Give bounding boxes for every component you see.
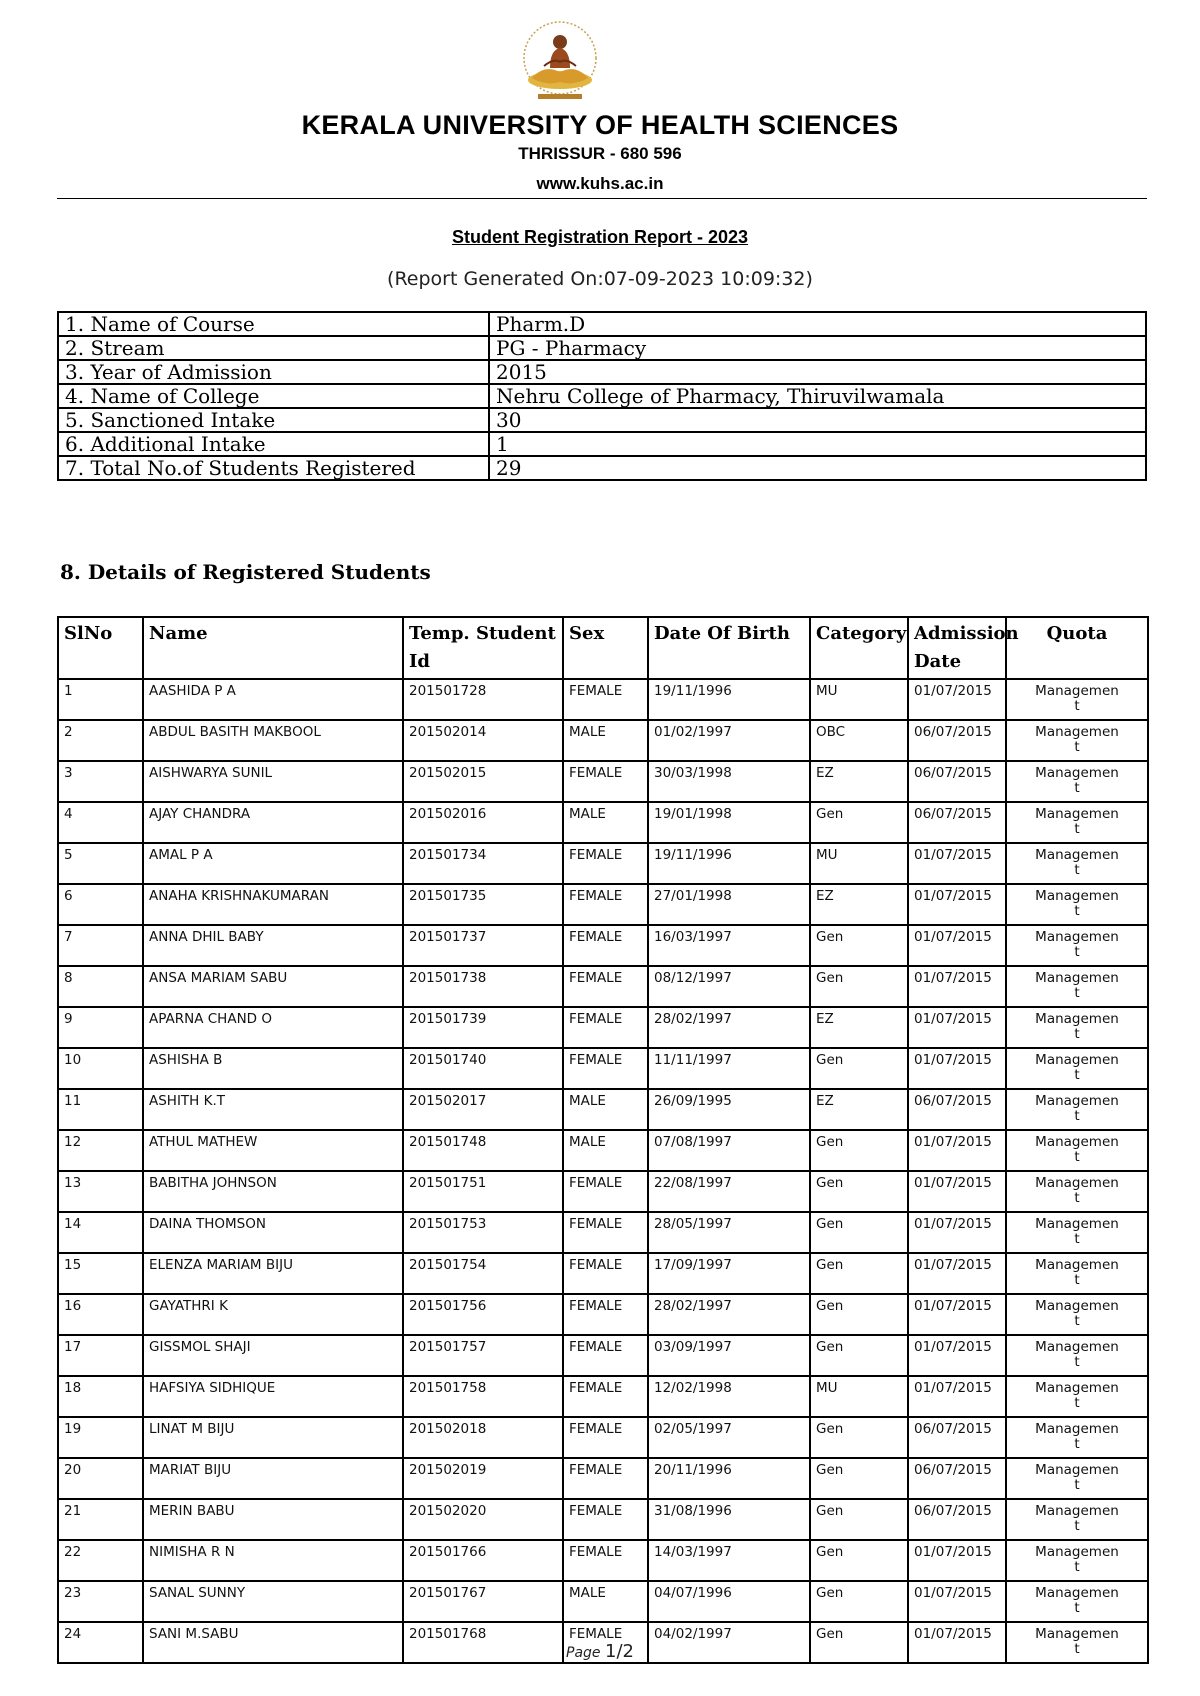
- col-admission-date-cell: 06/07/2015: [908, 720, 1006, 761]
- quota-text: Management: [1035, 1216, 1119, 1247]
- col-student-id-cell: 201501748: [403, 1130, 563, 1171]
- table-row: [58, 1540, 1148, 1581]
- col-category-cell: EZ: [810, 1089, 908, 1130]
- col-sex-cell: FEMALE: [563, 1253, 648, 1294]
- section-title: 8. Details of Registered Students: [60, 560, 431, 584]
- summary-label: 6. Additional Intake: [58, 432, 489, 456]
- col-name-cell: ASHITH K.T: [143, 1089, 403, 1130]
- quota-text: Management: [1035, 1257, 1119, 1288]
- table-row: [58, 966, 1148, 1007]
- summary-value: 30: [489, 408, 1146, 432]
- university-name: KERALA UNIVERSITY OF HEALTH SCIENCES: [301, 110, 899, 140]
- quota-text: Management: [1035, 888, 1119, 919]
- quota-text: Management: [1035, 765, 1119, 796]
- col-dob-cell: 28/05/1997: [648, 1212, 810, 1253]
- col-student-id-cell: 201502016: [403, 802, 563, 843]
- col-sex-cell: FEMALE: [563, 1622, 648, 1663]
- col-name-cell: GISSMOL SHAJI: [143, 1335, 403, 1376]
- table-row: [58, 1581, 1148, 1622]
- col-dob-cell: 30/03/1998: [648, 761, 810, 802]
- col-sex-cell: FEMALE: [563, 925, 648, 966]
- col-dob-cell: 19/11/1996: [648, 679, 810, 720]
- page-number: 1/2: [605, 1641, 634, 1662]
- table-row: [58, 1417, 1148, 1458]
- col-student-id-cell: 201502020: [403, 1499, 563, 1540]
- col-category-cell: EZ: [810, 761, 908, 802]
- col-student-id-cell: 201502019: [403, 1458, 563, 1499]
- col-slno-cell: 13: [58, 1171, 143, 1212]
- col-slno-cell: 20: [58, 1458, 143, 1499]
- university-logo: [514, 20, 606, 106]
- col-slno-cell: 8: [58, 966, 143, 1007]
- university-website: www.kuhs.ac.in: [536, 174, 664, 193]
- summary-row: [58, 360, 1146, 384]
- col-dob-cell: 17/09/1997: [648, 1253, 810, 1294]
- col-dob-cell: 27/01/1998: [648, 884, 810, 925]
- col-name-cell: ANAHA KRISHNAKUMARAN: [143, 884, 403, 925]
- summary-row: [58, 312, 1146, 336]
- col-student-id-cell: 201501757: [403, 1335, 563, 1376]
- col-student-id-cell: 201501768: [403, 1622, 563, 1663]
- col-sex-cell: FEMALE: [563, 843, 648, 884]
- col-quota-cell: [1006, 761, 1148, 802]
- col-admission-date-cell: 01/07/2015: [908, 925, 1006, 966]
- col-slno-cell: 10: [58, 1048, 143, 1089]
- col-slno-cell: 11: [58, 1089, 143, 1130]
- col-dob-cell: 16/03/1997: [648, 925, 810, 966]
- col-name-cell: AISHWARYA SUNIL: [143, 761, 403, 802]
- col-category-header: Category: [810, 617, 908, 679]
- quota-text: Management: [1035, 970, 1119, 1001]
- col-sex-cell: MALE: [563, 720, 648, 761]
- col-quota-cell: [1006, 1540, 1148, 1581]
- col-name-cell: AASHIDA P A: [143, 679, 403, 720]
- col-student-id-cell: 201501766: [403, 1540, 563, 1581]
- col-sex-cell: FEMALE: [563, 1294, 648, 1335]
- col-student-id-cell: 201501737: [403, 925, 563, 966]
- col-student-id-cell: 201501740: [403, 1048, 563, 1089]
- col-sex-cell: FEMALE: [563, 884, 648, 925]
- col-category-cell: EZ: [810, 1007, 908, 1048]
- summary-label: 5. Sanctioned Intake: [58, 408, 489, 432]
- col-quota-cell: [1006, 1458, 1148, 1499]
- col-sex-cell: FEMALE: [563, 1499, 648, 1540]
- quota-text: Management: [1035, 1298, 1119, 1329]
- table-header-row: [58, 617, 1148, 679]
- col-quota-cell: [1006, 1212, 1148, 1253]
- table-row: [58, 1253, 1148, 1294]
- col-name-cell: AMAL P A: [143, 843, 403, 884]
- col-dob-header: Date Of Birth: [648, 617, 810, 679]
- col-name-cell: ASHISHA B: [143, 1048, 403, 1089]
- col-name-cell: MERIN BABU: [143, 1499, 403, 1540]
- quota-text: Management: [1035, 1585, 1119, 1616]
- col-student-id-cell: 201501767: [403, 1581, 563, 1622]
- col-slno-cell: 1: [58, 679, 143, 720]
- col-quota-cell: [1006, 1499, 1148, 1540]
- col-student-id-header: Temp. Student Id: [403, 617, 563, 679]
- col-dob-cell: 01/02/1997: [648, 720, 810, 761]
- table-row: [58, 1171, 1148, 1212]
- col-quota-cell: [1006, 1253, 1148, 1294]
- table-row: [58, 1335, 1148, 1376]
- col-student-id-cell: 201502015: [403, 761, 563, 802]
- summary-value: Pharm.D: [489, 312, 1146, 336]
- quota-text: Management: [1035, 1503, 1119, 1534]
- table-row: [58, 1048, 1148, 1089]
- col-admission-date-cell: 01/07/2015: [908, 1376, 1006, 1417]
- summary-label: 1. Name of Course: [58, 312, 489, 336]
- col-admission-date-cell: 01/07/2015: [908, 1622, 1006, 1663]
- quota-text: Management: [1035, 806, 1119, 837]
- quota-text: Management: [1035, 1339, 1119, 1370]
- table-row: [58, 1212, 1148, 1253]
- col-quota-cell: [1006, 966, 1148, 1007]
- col-quota-cell: [1006, 1089, 1148, 1130]
- col-sex-cell: FEMALE: [563, 1540, 648, 1581]
- col-slno-cell: 6: [58, 884, 143, 925]
- col-sex-cell: MALE: [563, 1130, 648, 1171]
- table-row: [58, 925, 1148, 966]
- col-sex-cell: FEMALE: [563, 1007, 648, 1048]
- table-row: [58, 1089, 1148, 1130]
- col-admission-date-cell: 06/07/2015: [908, 1499, 1006, 1540]
- col-quota-cell: [1006, 843, 1148, 884]
- col-name-cell: NIMISHA R N: [143, 1540, 403, 1581]
- col-name-cell: APARNA CHAND O: [143, 1007, 403, 1048]
- col-quota-cell: [1006, 802, 1148, 843]
- quota-text: Management: [1035, 1093, 1119, 1124]
- summary-value: 2015: [489, 360, 1146, 384]
- table-row: [58, 1376, 1148, 1417]
- summary-row: [58, 384, 1146, 408]
- col-sex-cell: FEMALE: [563, 1212, 648, 1253]
- col-category-cell: Gen: [810, 1294, 908, 1335]
- col-slno-cell: 15: [58, 1253, 143, 1294]
- col-quota-cell: [1006, 1294, 1148, 1335]
- col-student-id-cell: 201501756: [403, 1294, 563, 1335]
- col-name-cell: BABITHA JOHNSON: [143, 1171, 403, 1212]
- course-summary-table: [57, 311, 1147, 481]
- col-dob-cell: 03/09/1997: [648, 1335, 810, 1376]
- summary-value: PG - Pharmacy: [489, 336, 1146, 360]
- col-admission-date-cell: 01/07/2015: [908, 1212, 1006, 1253]
- col-name-cell: ELENZA MARIAM BIJU: [143, 1253, 403, 1294]
- col-admission-date-cell: 06/07/2015: [908, 802, 1006, 843]
- col-quota-cell: [1006, 720, 1148, 761]
- col-category-cell: Gen: [810, 1048, 908, 1089]
- col-sex-cell: FEMALE: [563, 1417, 648, 1458]
- table-row: [58, 843, 1148, 884]
- col-admission-date-cell: 01/07/2015: [908, 843, 1006, 884]
- quota-text: Management: [1035, 1462, 1119, 1493]
- col-sex-header: Sex: [563, 617, 648, 679]
- col-quota-cell: [1006, 1007, 1148, 1048]
- col-slno-cell: 23: [58, 1581, 143, 1622]
- quota-text: Management: [1035, 847, 1119, 878]
- col-name-cell: HAFSIYA SIDHIQUE: [143, 1376, 403, 1417]
- col-student-id-cell: 201501728: [403, 679, 563, 720]
- col-dob-cell: 11/11/1997: [648, 1048, 810, 1089]
- col-category-cell: Gen: [810, 1253, 908, 1294]
- report-generated: (Report Generated On:07-09-2023 10:09:32): [387, 268, 813, 290]
- col-category-cell: MU: [810, 1376, 908, 1417]
- col-admission-date-cell: 01/07/2015: [908, 1048, 1006, 1089]
- table-row: [58, 679, 1148, 720]
- summary-value: 1: [489, 432, 1146, 456]
- col-student-id-cell: 201502018: [403, 1417, 563, 1458]
- col-category-cell: Gen: [810, 1622, 908, 1663]
- col-name-cell: LINAT M BIJU: [143, 1417, 403, 1458]
- summary-row: [58, 432, 1146, 456]
- col-dob-cell: 12/02/1998: [648, 1376, 810, 1417]
- col-dob-cell: 07/08/1997: [648, 1130, 810, 1171]
- table-row: [58, 1007, 1148, 1048]
- col-admission-date-cell: 01/07/2015: [908, 1007, 1006, 1048]
- col-sex-cell: FEMALE: [563, 1171, 648, 1212]
- col-name-cell: MARIAT BIJU: [143, 1458, 403, 1499]
- col-quota-cell: [1006, 925, 1148, 966]
- summary-row: [58, 456, 1146, 480]
- col-admission-date-cell: 01/07/2015: [908, 1130, 1006, 1171]
- col-slno-cell: 3: [58, 761, 143, 802]
- col-student-id-cell: 201501751: [403, 1171, 563, 1212]
- col-category-cell: Gen: [810, 1499, 908, 1540]
- col-dob-cell: 22/08/1997: [648, 1171, 810, 1212]
- col-category-cell: MU: [810, 843, 908, 884]
- col-slno-cell: 22: [58, 1540, 143, 1581]
- col-sex-cell: FEMALE: [563, 1458, 648, 1499]
- table-row: [58, 720, 1148, 761]
- col-category-cell: Gen: [810, 966, 908, 1007]
- col-quota-cell: [1006, 1376, 1148, 1417]
- col-category-cell: OBC: [810, 720, 908, 761]
- students-table: [57, 616, 1149, 1664]
- col-admission-date-cell: 01/07/2015: [908, 1171, 1006, 1212]
- col-dob-cell: 04/07/1996: [648, 1581, 810, 1622]
- col-admission-date-cell: 01/07/2015: [908, 966, 1006, 1007]
- table-row: [58, 1499, 1148, 1540]
- col-slno-cell: 14: [58, 1212, 143, 1253]
- header-divider: [57, 198, 1147, 199]
- quota-text: Management: [1035, 1052, 1119, 1083]
- col-admission-date-header: Admission Date: [908, 617, 1006, 679]
- col-sex-cell: FEMALE: [563, 679, 648, 720]
- col-name-cell: DAINA THOMSON: [143, 1212, 403, 1253]
- col-slno-cell: 4: [58, 802, 143, 843]
- col-sex-cell: MALE: [563, 1581, 648, 1622]
- col-category-cell: Gen: [810, 1581, 908, 1622]
- col-admission-date-cell: 01/07/2015: [908, 884, 1006, 925]
- quota-text: Management: [1035, 929, 1119, 960]
- col-sex-cell: FEMALE: [563, 761, 648, 802]
- col-quota-cell: [1006, 1417, 1148, 1458]
- page-footer: [0, 1641, 1200, 1662]
- col-slno-cell: 24: [58, 1622, 143, 1663]
- col-slno-cell: 7: [58, 925, 143, 966]
- col-student-id-cell: 201502014: [403, 720, 563, 761]
- col-category-cell: Gen: [810, 1212, 908, 1253]
- col-quota-cell: [1006, 679, 1148, 720]
- col-slno-cell: 19: [58, 1417, 143, 1458]
- col-name-cell: SANAL SUNNY: [143, 1581, 403, 1622]
- table-row: [58, 761, 1148, 802]
- quota-text: Management: [1035, 724, 1119, 755]
- col-dob-cell: 20/11/1996: [648, 1458, 810, 1499]
- col-admission-date-cell: 01/07/2015: [908, 679, 1006, 720]
- col-name-cell: ATHUL MATHEW: [143, 1130, 403, 1171]
- summary-value: 29: [489, 456, 1146, 480]
- col-quota-cell: [1006, 1048, 1148, 1089]
- table-row: [58, 884, 1148, 925]
- col-category-cell: MU: [810, 679, 908, 720]
- col-quota-cell: [1006, 1335, 1148, 1376]
- summary-label: 3. Year of Admission: [58, 360, 489, 384]
- col-slno-cell: 21: [58, 1499, 143, 1540]
- col-name-cell: GAYATHRI K: [143, 1294, 403, 1335]
- col-name-cell: ANNA DHIL BABY: [143, 925, 403, 966]
- col-dob-cell: 28/02/1997: [648, 1007, 810, 1048]
- col-category-cell: Gen: [810, 802, 908, 843]
- quota-text: Management: [1035, 1175, 1119, 1206]
- col-student-id-cell: 201501753: [403, 1212, 563, 1253]
- page-label: Page: [566, 1645, 601, 1661]
- col-slno-cell: 12: [58, 1130, 143, 1171]
- col-dob-cell: 26/09/1995: [648, 1089, 810, 1130]
- col-quota-header: Quota: [1006, 617, 1148, 679]
- col-name-cell: ANSA MARIAM SABU: [143, 966, 403, 1007]
- quota-text: Management: [1035, 1134, 1119, 1165]
- table-row: [58, 802, 1148, 843]
- col-dob-cell: 02/05/1997: [648, 1417, 810, 1458]
- summary-row: [58, 336, 1146, 360]
- col-slno-cell: 2: [58, 720, 143, 761]
- report-title: Student Registration Report - 2023: [451, 227, 749, 247]
- col-admission-date-cell: 06/07/2015: [908, 1417, 1006, 1458]
- col-admission-date-cell: 01/07/2015: [908, 1294, 1006, 1335]
- col-category-cell: Gen: [810, 1458, 908, 1499]
- quota-text: Management: [1035, 683, 1119, 714]
- col-quota-cell: [1006, 884, 1148, 925]
- col-student-id-cell: 201501734: [403, 843, 563, 884]
- col-slno-cell: 9: [58, 1007, 143, 1048]
- quota-text: Management: [1035, 1626, 1119, 1657]
- col-dob-cell: 31/08/1996: [648, 1499, 810, 1540]
- col-student-id-cell: 201501739: [403, 1007, 563, 1048]
- col-admission-date-cell: 06/07/2015: [908, 1458, 1006, 1499]
- col-dob-cell: 28/02/1997: [648, 1294, 810, 1335]
- col-slno-header: SlNo: [58, 617, 143, 679]
- col-category-cell: Gen: [810, 1335, 908, 1376]
- col-student-id-cell: 201502017: [403, 1089, 563, 1130]
- col-sex-cell: FEMALE: [563, 1335, 648, 1376]
- summary-label: 7. Total No.of Students Registered: [58, 456, 489, 480]
- summary-value: Nehru College of Pharmacy, Thiruvilwamala: [489, 384, 1146, 408]
- col-sex-cell: FEMALE: [563, 966, 648, 1007]
- col-admission-date-cell: 01/07/2015: [908, 1335, 1006, 1376]
- col-name-cell: AJAY CHANDRA: [143, 802, 403, 843]
- col-dob-cell: 04/02/1997: [648, 1622, 810, 1663]
- summary-label: 2. Stream: [58, 336, 489, 360]
- col-dob-cell: 08/12/1997: [648, 966, 810, 1007]
- quota-text: Management: [1035, 1544, 1119, 1575]
- col-category-cell: EZ: [810, 884, 908, 925]
- col-category-cell: Gen: [810, 925, 908, 966]
- summary-label: 4. Name of College: [58, 384, 489, 408]
- col-admission-date-cell: 01/07/2015: [908, 1581, 1006, 1622]
- col-slno-cell: 16: [58, 1294, 143, 1335]
- col-dob-cell: 19/01/1998: [648, 802, 810, 843]
- col-student-id-cell: 201501758: [403, 1376, 563, 1417]
- col-quota-cell: [1006, 1581, 1148, 1622]
- col-dob-cell: 19/11/1996: [648, 843, 810, 884]
- col-admission-date-cell: 06/07/2015: [908, 761, 1006, 802]
- col-admission-date-cell: 01/07/2015: [908, 1540, 1006, 1581]
- university-address: THRISSUR - 680 596: [518, 144, 682, 163]
- col-category-cell: Gen: [810, 1540, 908, 1581]
- table-row: [58, 1294, 1148, 1335]
- table-row: [58, 1458, 1148, 1499]
- col-slno-cell: 5: [58, 843, 143, 884]
- col-student-id-cell: 201501735: [403, 884, 563, 925]
- col-admission-date-cell: 06/07/2015: [908, 1089, 1006, 1130]
- quota-text: Management: [1035, 1421, 1119, 1452]
- col-name-header: Name: [143, 617, 403, 679]
- summary-row: [58, 408, 1146, 432]
- col-quota-cell: [1006, 1171, 1148, 1212]
- col-admission-date-cell: 01/07/2015: [908, 1253, 1006, 1294]
- table-row: [58, 1130, 1148, 1171]
- quota-text: Management: [1035, 1011, 1119, 1042]
- col-name-cell: ABDUL BASITH MAKBOOL: [143, 720, 403, 761]
- col-dob-cell: 14/03/1997: [648, 1540, 810, 1581]
- col-student-id-cell: 201501738: [403, 966, 563, 1007]
- col-sex-cell: FEMALE: [563, 1376, 648, 1417]
- col-sex-cell: MALE: [563, 1089, 648, 1130]
- col-student-id-cell: 201501754: [403, 1253, 563, 1294]
- col-category-cell: Gen: [810, 1171, 908, 1212]
- col-sex-cell: FEMALE: [563, 1048, 648, 1089]
- col-name-cell: SANI M.SABU: [143, 1622, 403, 1663]
- col-category-cell: Gen: [810, 1417, 908, 1458]
- quota-text: Management: [1035, 1380, 1119, 1411]
- col-sex-cell: MALE: [563, 802, 648, 843]
- col-quota-cell: [1006, 1130, 1148, 1171]
- col-slno-cell: 18: [58, 1376, 143, 1417]
- col-slno-cell: 17: [58, 1335, 143, 1376]
- col-category-cell: Gen: [810, 1130, 908, 1171]
